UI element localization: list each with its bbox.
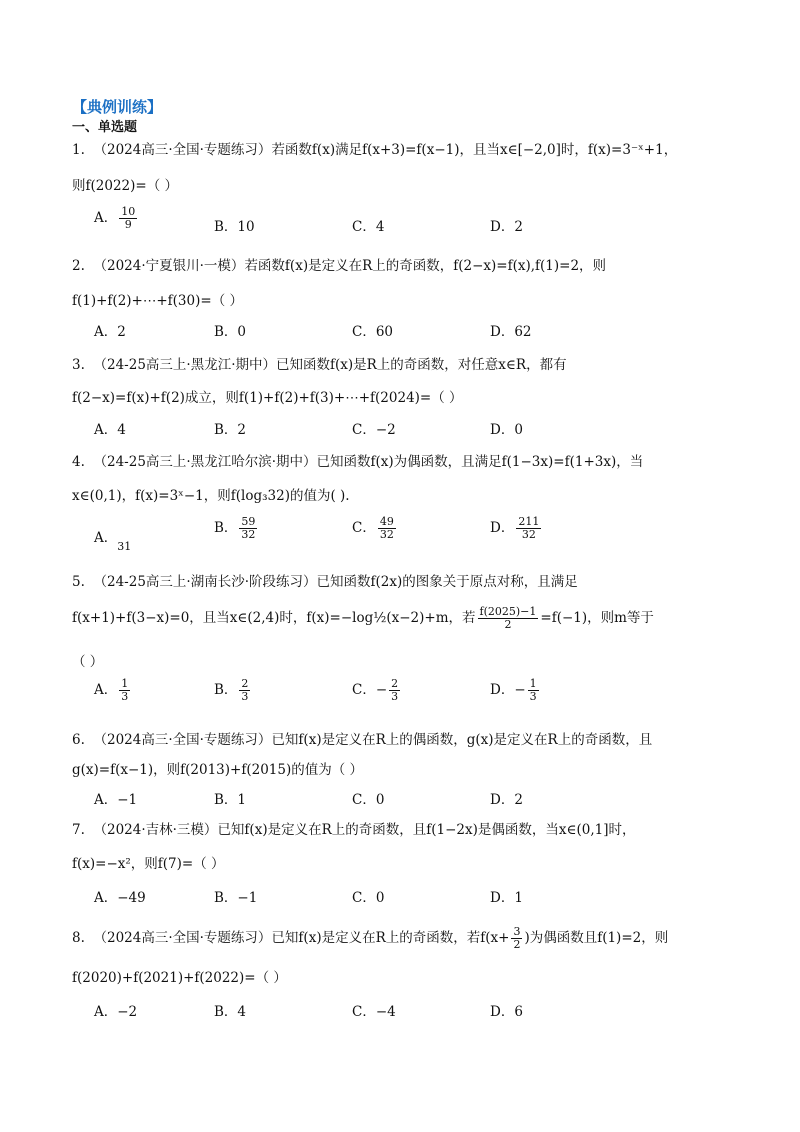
option-c: C．60 (352, 324, 394, 340)
option-b: B．−1 (214, 890, 258, 906)
question-text: 已知f(x)是定义在R上的奇函数，若f(x+ (271, 930, 510, 946)
question-source: （2024·宁夏银川·一模） (93, 258, 245, 274)
option-d: D．− $\frac{1}{3}$ (490, 677, 537, 703)
question-text: 已知函数f(x)是R上的奇函数，对任意x∈R，都有 (276, 357, 567, 373)
question-source: （2024高三·全国·专题练习） (93, 732, 272, 748)
option-d: D．2 (490, 792, 523, 808)
option-a: A．2 (94, 324, 126, 340)
question-source: （24-25高三上·黑龙江哈尔滨·期中） (93, 454, 317, 470)
question-text: 已知函数f(2x)的图象关于原点对称，且满足 (316, 574, 578, 590)
question-6-line2: g(x)=f(x−1)，则f(2013)+f(2015)的值为（ ） (72, 762, 364, 778)
question-text: 若函数f(x)是定义在R上的奇函数，f(2−x)=f(x),f(1)=2，则 (244, 258, 607, 274)
question-2-line2: f(1)+f(2)+⋯+f(30)=（ ） (72, 293, 243, 309)
option-a: A． $\frac{1}{3}$ (94, 677, 129, 703)
option-b: B． $\frac{2}{3}$ (214, 677, 249, 703)
question-6 (72, 728, 652, 748)
option-a: A．−49 (94, 890, 146, 906)
question-5-line3: （ ） (72, 654, 104, 670)
section-title: 【典例训练】 (72, 98, 163, 116)
question-source: （24-25高三上·黑龙江·期中） (93, 357, 276, 373)
option-c: C．4 (352, 219, 385, 235)
question-number: 5. (72, 574, 85, 590)
question-7 (72, 818, 636, 838)
option-c: C． $\frac{49}{32}$ (352, 515, 394, 541)
question-number: 8. (72, 930, 85, 946)
question-text: 已知f(x)是定义在R上的偶函数，g(x)是定义在R上的奇函数，且 (271, 732, 653, 748)
option-b: B．10 (214, 219, 255, 235)
option-c: C．− $\frac{2}{3}$ (352, 677, 399, 703)
question-5 (72, 570, 578, 590)
option-b: B． $\frac{59}{32}$ (214, 515, 256, 541)
option-a: A．4 (94, 422, 126, 438)
option-b: B．1 (214, 792, 247, 808)
question-3-line2: f(2−x)=f(x)+f(2)成立，则f(1)+f(2)+f(3)+⋯+f(2024)=（ ） (72, 390, 463, 406)
option-b: B．0 (214, 324, 247, 340)
option-d: D．0 (490, 422, 523, 438)
question-number: 2. (72, 258, 85, 274)
question-number: 1. (72, 142, 85, 158)
question-8-line2: f(2020)+f(2021)+f(2022)=（ ） (72, 970, 287, 986)
question-2 (72, 254, 606, 274)
option-b: B．2 (214, 422, 247, 438)
question-4-line2: x∈(0,1)，f(x)=3ˣ−1，则f(log₃32)的值为( ). (72, 488, 350, 504)
option-d: D．6 (490, 1004, 523, 1020)
question-4 (72, 450, 643, 470)
option-d: D．1 (490, 890, 523, 906)
subsection-title: 一、单选题 (72, 120, 138, 135)
question-3 (72, 353, 567, 373)
question-7-line2: f(x)=−x²，则f(7)=（ ） (72, 856, 225, 872)
question-source: （2024高三·全国·专题练习） (93, 142, 272, 158)
question-number: 4. (72, 454, 85, 470)
option-d: D．62 (490, 324, 532, 340)
question-1-line2: 则f(2022)=（ ） (72, 178, 178, 194)
question-text: 已知f(x)是定义在R上的奇函数，且f(1−2x)是偶函数，当x∈(0,1]时， (217, 822, 636, 838)
option-d: D．2 (490, 219, 523, 235)
question-1 (72, 138, 677, 158)
option-c: C．0 (352, 890, 385, 906)
question-text: 已知函数f(x)为偶函数，且满足f(1−3x)=f(1+3x)，当 (316, 454, 644, 470)
question-source: （2024·吉林·三模） (93, 822, 218, 838)
question-text: 若函数f(x)满足f(x+3)=f(x−1)，且当x∈[−2,0]时，f(x)=3⁻ˣ+1， (271, 142, 678, 158)
option-c: C．0 (352, 792, 385, 808)
option-a: A．$_{31}$ (94, 530, 132, 553)
option-d: D． $\frac{211}{32}$ (490, 515, 540, 541)
question-source: （24-25高三上·湖南长沙·阶段练习） (93, 574, 317, 590)
question-source: （2024高三·全国·专题练习） (93, 930, 272, 946)
option-b: B．4 (214, 1004, 247, 1020)
question-number: 7. (72, 822, 85, 838)
question-number: 3. (72, 357, 85, 373)
option-a: A．−1 (94, 792, 138, 808)
question-number: 6. (72, 732, 85, 748)
question-8: 8. （2024高三·全国·专题练习）已知f(x)是定义在R上的奇函数，若f(x+ $\frac{3}{2}$ )为偶函数且f(1)=2，则 (72, 925, 669, 951)
option-c: C．−4 (352, 1004, 396, 1020)
option-c: C．−2 (352, 422, 396, 438)
question-5-line2: f(x+1)+f(3−x)=0，且当x∈(2,4)时，f(x)=−log½(x−2)+m，若 $\frac{f(2025)-1}{2}$ =f(−1)，则m等于 (72, 605, 654, 631)
option-a: A．−2 (94, 1004, 138, 1020)
option-a: A． $\frac{10}{9}$ (94, 205, 136, 231)
